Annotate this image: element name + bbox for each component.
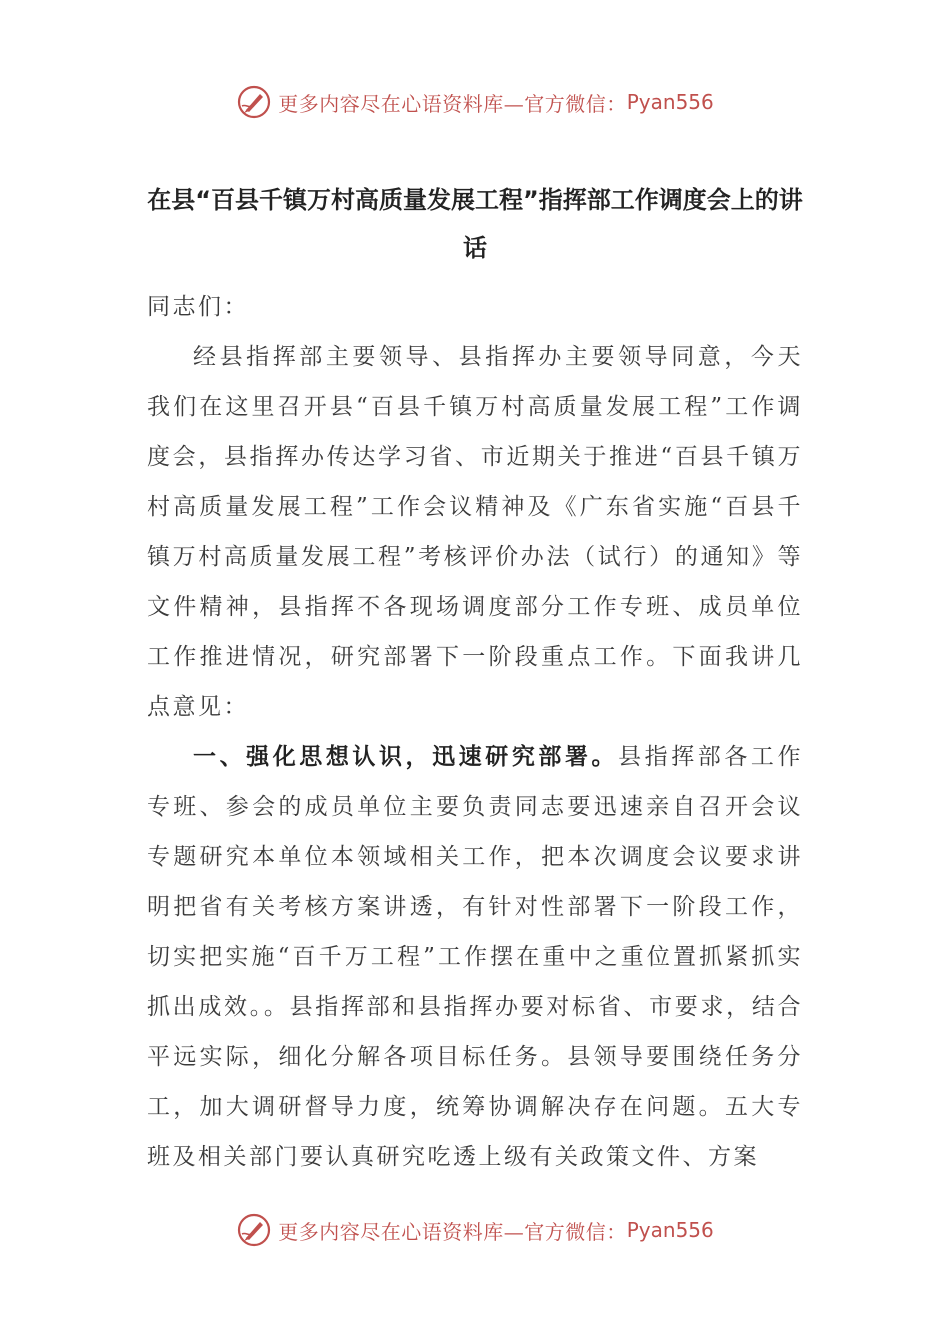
promo-text: 更多内容尽在心语资料库—官方微信： bbox=[278, 91, 627, 116]
section-1-heading: 一、强化思想认识，迅速研究部署。 bbox=[193, 744, 619, 770]
wechat-id: Pyan556 bbox=[626, 90, 714, 114]
quill-pen-logo-icon bbox=[236, 84, 272, 120]
wechat-id: Pyan556 bbox=[626, 1218, 714, 1242]
document-title: 在县“百县千镇万村高质量发展工程”指挥部工作调度会上的讲话 bbox=[147, 186, 803, 262]
footer-banner bbox=[0, 1208, 950, 1252]
document-body bbox=[147, 282, 803, 1182]
promo-text: 更多内容尽在心语资料库—官方微信： bbox=[278, 1219, 627, 1244]
section-1-text: 县指挥部各工作专班、参会的成员单位主要负责同志要迅速亲自召开会议专题研究本单位本领域相关工作，把本次调度会议要求讲明把省有关考核方案讲透，有针对性部署下一阶段工作，切实把实施“百千万工程”工作摆在重中之重位置抓紧抓实抓出成效。。县指挥部和县指挥办要对标省、市要求，结合平远实际，细化分解各项目标任务。县领导要围绕任务分工，加大调研督导力度，统筹协调解决存在问题。五大专班及相关部门要认真研究吃透上级有关政策文件、方案 bbox=[147, 744, 804, 1170]
salutation: 同志们： bbox=[147, 294, 249, 320]
header-banner bbox=[0, 80, 950, 124]
paragraph-section-1 bbox=[147, 732, 803, 1182]
paragraph-intro: 经县指挥部主要领导、县指挥办主要领导同意，今天我们在这里召开县“百县千镇万村高质量发展工程”工作调度会，县指挥办传达学习省、市近期关于推进“百县千镇万村高质量发展工程”工作会议精神及《广东省实施“百县千镇万村高质量发展工程”考核评价办法（试行）的通知》等文件精神，县指挥不各现场调度部分工作专班、成员单位工作推进情况，研究部署下一阶段重点工作。下面我讲几点意见： bbox=[147, 344, 803, 720]
quill-pen-logo-icon bbox=[236, 1212, 272, 1248]
